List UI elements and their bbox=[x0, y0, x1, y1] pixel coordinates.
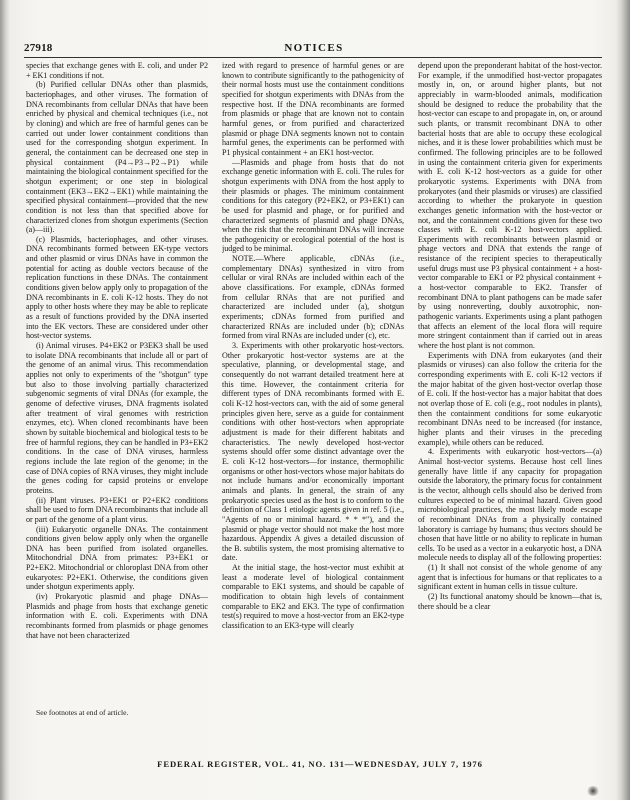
paragraph: NOTE.—Where applicable, cDNAs (i.e., complementary DNAs) synthesized in vitro from cellular or viral RNAs are included within each of the above classifications. For example, cDNAs formed from cellular RNAs that are not purified and characterized are included under (a), shotgun experiments; cDNAs formed from purified and characterized RNAs are included under (b); cDNAs formed from viral RNAs are included under (c), etc. bbox=[222, 254, 404, 341]
column-left bbox=[26, 61, 208, 755]
paragraph: —Plasmids and phage from hosts that do not exchange genetic information with E. coli. The rules for shotgun experiments with DNA from the host apply to their plasmids or phages. The minimum containment conditions for this category (P2+EK2, or P3+EK1) can be used for plasmid and phage, or for purified and characterized segments of plasmid and phage DNAs, when the risk that the recombinant DNAs will increase the pathogenicity or ecological potential of the host is judged to be minimal. bbox=[222, 157, 404, 254]
paragraph: 3. Experiments with other prokaryotic host-vectors. Other prokaryotic host-vector systems are at the speculative, planning, or developmental stage, and consequently do not warrant detailed treatment here at this time. However, the containment criteria for different types of DNA recombinants formed with E. coli K-12 host-vectors can, with the aid of some general principles given here, serve as a guide for containment conditions with other host-vectors when appropriate adjustment is made for their different habitats and characteristics. The newly developed host-vector systems should offer some distinct advantage over the E. coli K-12 host-vectors—for instance, thermophilic organisms or other host-vectors whose major habitats do not include humans and/or economically important animals and plants. In general, the strain of any prokaryotic species used as the host is to conform to the definition of Class 1 etiologic agents given in ref. 5 (i.e., "Agents of no or minimal hazard. * * *"), and the plasmid or phage vector should not make the host more hazardous. Appendix A gives a detailed discussion of the B. subtilis system, the most promising alternative to date. bbox=[222, 341, 404, 563]
paragraph: (ii) Plant viruses. P3+EK1 or P2+EK2 conditions shall be used to form DNA recombinants that include all or part of the genome of a plant virus. bbox=[26, 495, 208, 524]
footnote-reference: See footnotes at end of article. bbox=[36, 708, 129, 717]
paragraph: depend upon the preponderant habitat of the host-vector. For example, if the unmodified host-vector propagates mostly in, on, or around higher plants, but not appreciably in warm-blooded animals, modification should be designed to reduce the probability that the host-vector can escape to and propagate in, on, or around such plants, or transmit recombinant DNA to other bacterial hosts that are able to occupy these ecological niches, and it is these lower probabilities which must be confirmed. The following principles are to be followed in using the containment criteria given for experiments with E. coli K-12 host-vectors as a guide for other prokaryotic systems. Experiments with DNA from prokaryotes (and their plasmids or viruses) are classified according to whether the prokaryote in question exchanges genetic information with the host-vector or not, and the containment conditions given for these two classes with E. coli K-12 host-vectors applied. Experiments with recombinants between plasmid or phage vectors and DNA that extends the range of resistance of the recipient species to therapeutically useful drugs must use P3 physical containment + a host-vector comparable to EK1 or P2 physical containment + a host-vector comparable to EK2. Transfer of recombinant DNA to plant pathogens can be made safer by using nonreverting, doubly auxotrophic, non-pathogenic variants. Experiments using a plant pathogen that affects an element of the local flora will require more stringent containment than if carried out in areas where the host plant is not common. bbox=[418, 61, 602, 351]
paragraph: Experiments with DNA from eukaryotes (and their plasmids or viruses) can also follow the criteria for the corresponding experiments with E. coli K-12 vectors if the major habitat of the given host-vector overlap those of E. coli. If the host-vector has a major habitat that does not overlap those of E. coli (e.g., root nodules in plants), then the containment conditions for some eukaryotic recombinant DNAs need to be increased (for instance, higher plants and their viruses in the preceding example), while others can be reduced. bbox=[418, 350, 602, 447]
paragraph: (i) Animal viruses. P4+EK2 or P3EK3 shall be used to isolate DNA recombinants that include all or part of the genome of an animal virus. This recommendation applies not only to experiments of the "shotgun" type but also to those involving partially characterized subgenomic segments of viral DNAs (for example, the genome of defective viruses, DNA fragments isolated after treatment of viral genomes with restriction enzymes, etc). When cloned recombinants have been shown by suitable biochemical and biological tests to be free of harmful regions, they can be handled in P3+EK2 conditions. In the case of DNA viruses, harmless regions include the late region of the genome; in the case of DNA copies of RNA viruses, they might include the genes coding for capsid proteins or envelope proteins. bbox=[26, 341, 208, 495]
column-right bbox=[418, 61, 602, 755]
paragraph: (iii) Eukaryotic organelle DNAs. The containment conditions given below apply only when the organelle DNA has been purified from isolated organelles. Mitochondrial DNA from primates: P3+EK1 or P2+EK2. Mitochondrial or chloroplast DNA from other eukaryotes: P2+EK1. Otherwise, the conditions given under shotgun experiments apply. bbox=[26, 524, 208, 592]
scan-edge-right bbox=[616, 0, 630, 800]
paragraph: (iv) Prokaryotic plasmid and phage DNAs—Plasmids and phage from hosts that exchange genetic information with E. coli. Experiments with DNA recombinants formed from plasmids or phage genomes that have not been characterized bbox=[26, 592, 208, 640]
page-number: 27918 bbox=[24, 42, 53, 54]
paragraph: At the initial stage, the host-vector must exhibit at least a moderate level of biological containment comparable to EK1 systems, and should be capable of modification to obtain high levels of containment comparable to EK2 and EK3. The type of confirmation test(s) required to move a host-vector from an EK2-type classification to an EK3-type will clearly bbox=[222, 563, 404, 631]
column-middle bbox=[222, 61, 404, 755]
paragraph: (1) It shall not consist of the whole genome of any agent that is infectious for humans or that replicates to a significant extent in human cells in tissue culture. bbox=[418, 563, 602, 592]
text-columns bbox=[26, 61, 602, 755]
page-header bbox=[24, 42, 604, 58]
header-rule bbox=[24, 57, 602, 58]
page-footer: FEDERAL REGISTER, VOL. 41, NO. 131—WEDNESDAY, JULY 7, 1976 bbox=[157, 759, 483, 769]
section-title: NOTICES bbox=[284, 42, 344, 54]
paragraph: (2) Its functional anatomy should be known—that is, there should be a clear bbox=[418, 592, 602, 611]
paragraph: (b) Purified cellular DNAs other than plasmids, bacteriophages, and other viruses. The formation of DNA recombinants from cellular DNAs that have been enriched by physical and chemical techniques (i.e., not by cloning) and which are free of harmful genes can be carried out under lower containment conditions than used for the corresponding shotgun experiment. In general, the containment can be decreased one step in physical containment (P4→P3→P2→P1) while maintaining the biological containment specified for the shotgun experiment; or one step in biological containment (EK3→EK2→EK1) while maintaining the specified physical containment—provided that the new condition is not less than that specified above for characterized clones from shotgun experiments (Section (a)—iii). bbox=[26, 80, 208, 235]
paragraph: 4. Experiments with eukaryotic host-vectors—(a) Animal host-vector systems. Because host cell lines generally have little if any capacity for propagation outside the laboratory, the primary focus for containment is the vector, although cells should also be derived from cultures expected to be of minimal hazard. Given good microbiological practices, the most likely mode escape of recombinant DNAs from a physically contained laboratory is carriage by humans; thus vectors should be chosen that have little or no ability to replicate in human cells. To be used as a vector in a eukaryotic host, a DNA molecule needs to display all of the following properties: bbox=[418, 447, 602, 563]
paragraph: species that exchange genes with E. coli, and under P2 + EK1 conditions if not. bbox=[26, 61, 208, 80]
paragraph: ized with regard to presence of harmful genes or are known to contribute significantly to the pathogenicity of their normal hosts must use the containment conditions specified for shotgun experiments with DNAs from the respective host. If the DNA recombinants are formed from plasmids or phage that are known not to contain harmful genes, or from purified and characterized plasmid or phage DNA segments known not to contain harmful genes, the experiments can be performed with P1 physical containment + an EK1 host-vector. bbox=[222, 61, 404, 157]
scan-mark bbox=[586, 786, 600, 796]
scan-edge-left bbox=[0, 0, 10, 800]
paragraph: (c) Plasmids, bacteriophages, and other viruses. DNA recombinants formed between EK-type vectors and other plasmid or virus DNAs have in common the potential for acting as double vectors because of the replication functions in these DNAs. The containment conditions given below apply only to propagation of the DNA recombinants in E. coli K-12 hosts. They do not apply to other hosts where they may be able to replicate as a result of functions provided by the DNA inserted into the EK vectors. These are considered under other host-vector systems. bbox=[26, 234, 208, 341]
